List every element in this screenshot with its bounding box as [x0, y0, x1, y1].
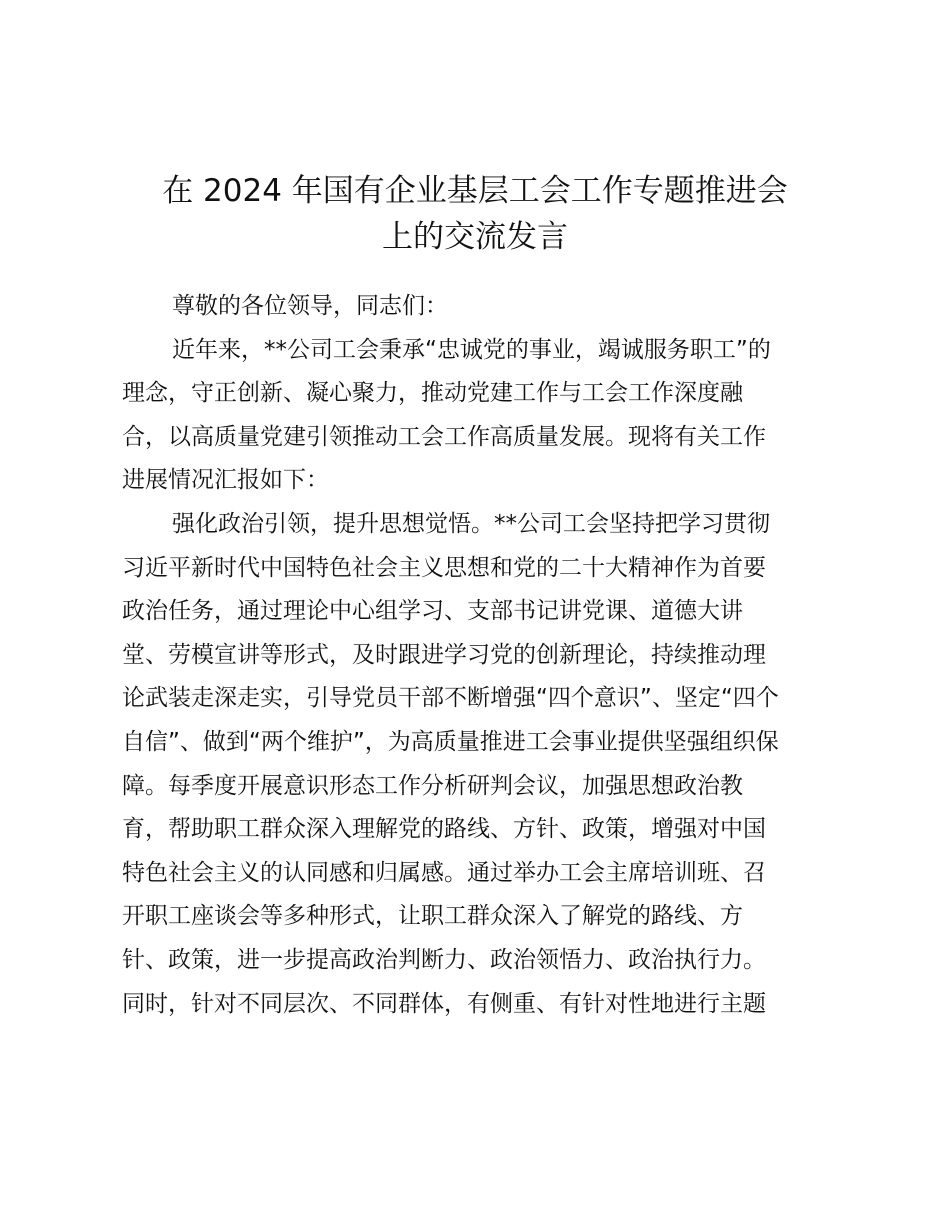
text-line: 同时，针对不同层次、不同群体，有侧重、有针对性地进行主题 — [122, 990, 766, 1017]
text-line: 理念，守正创新、凝心聚力，推动党建工作与工会工作深度融 — [122, 380, 743, 407]
text-line: 自信”、做到“两个维护”，为高质量推进工会事业提供坚强组织保 — [122, 728, 779, 755]
text-line: 习近平新时代中国特色社会主义思想和党的二十大精神作为首要 — [122, 554, 766, 581]
salutation-paragraph — [122, 285, 838, 329]
text-line: 特色社会主义的认同感和归属感。通过举办工会主席培训班、召 — [122, 859, 766, 886]
text-line: 强化政治引领，提升思想觉悟。**公司工会坚持把学习贯彻 — [172, 510, 770, 537]
text-line: 开职工座谈会等多种形式，让职工群众深入了解党的路线、方 — [122, 903, 743, 930]
text-line: 进展情况汇报如下： — [122, 467, 329, 494]
text-line: 堂、劳模宣讲等形式，及时跟进学习党的创新理论，持续推动理 — [122, 641, 766, 668]
text-line: 合，以高质量党建引领推动工会工作高质量发展。现将有关工作 — [122, 423, 766, 450]
text-line: 育，帮助职工群众深入理解党的路线、方针、政策，增强对中国 — [122, 816, 766, 843]
political-guidance-paragraph — [122, 503, 838, 1026]
title-line: 在 2024 年国有企业基层工会工作专题推进会 — [162, 173, 788, 209]
text-line: 障。每季度开展意识形态工作分析研判会议，加强思想政治教 — [122, 772, 743, 799]
intro-paragraph — [122, 329, 838, 503]
text-line: 针、政策，进一步提高政治判断力、政治领悟力、政治执行力。 — [122, 946, 766, 973]
document-title — [120, 168, 830, 260]
text-line: 近年来，**公司工会秉承“忠诚党的事业，竭诚服务职工”的 — [172, 336, 771, 363]
title-line: 上的交流发言 — [382, 219, 568, 255]
text-line: 论武装走深走实，引导党员干部不断增强“四个意识”、坚定“四个 — [122, 685, 779, 712]
text-line: 尊敬的各位领导，同志们： — [172, 293, 448, 319]
text-line: 政治任务，通过理论中心组学习、支部书记讲党课、道德大讲 — [122, 598, 743, 625]
document-body — [122, 285, 838, 1026]
